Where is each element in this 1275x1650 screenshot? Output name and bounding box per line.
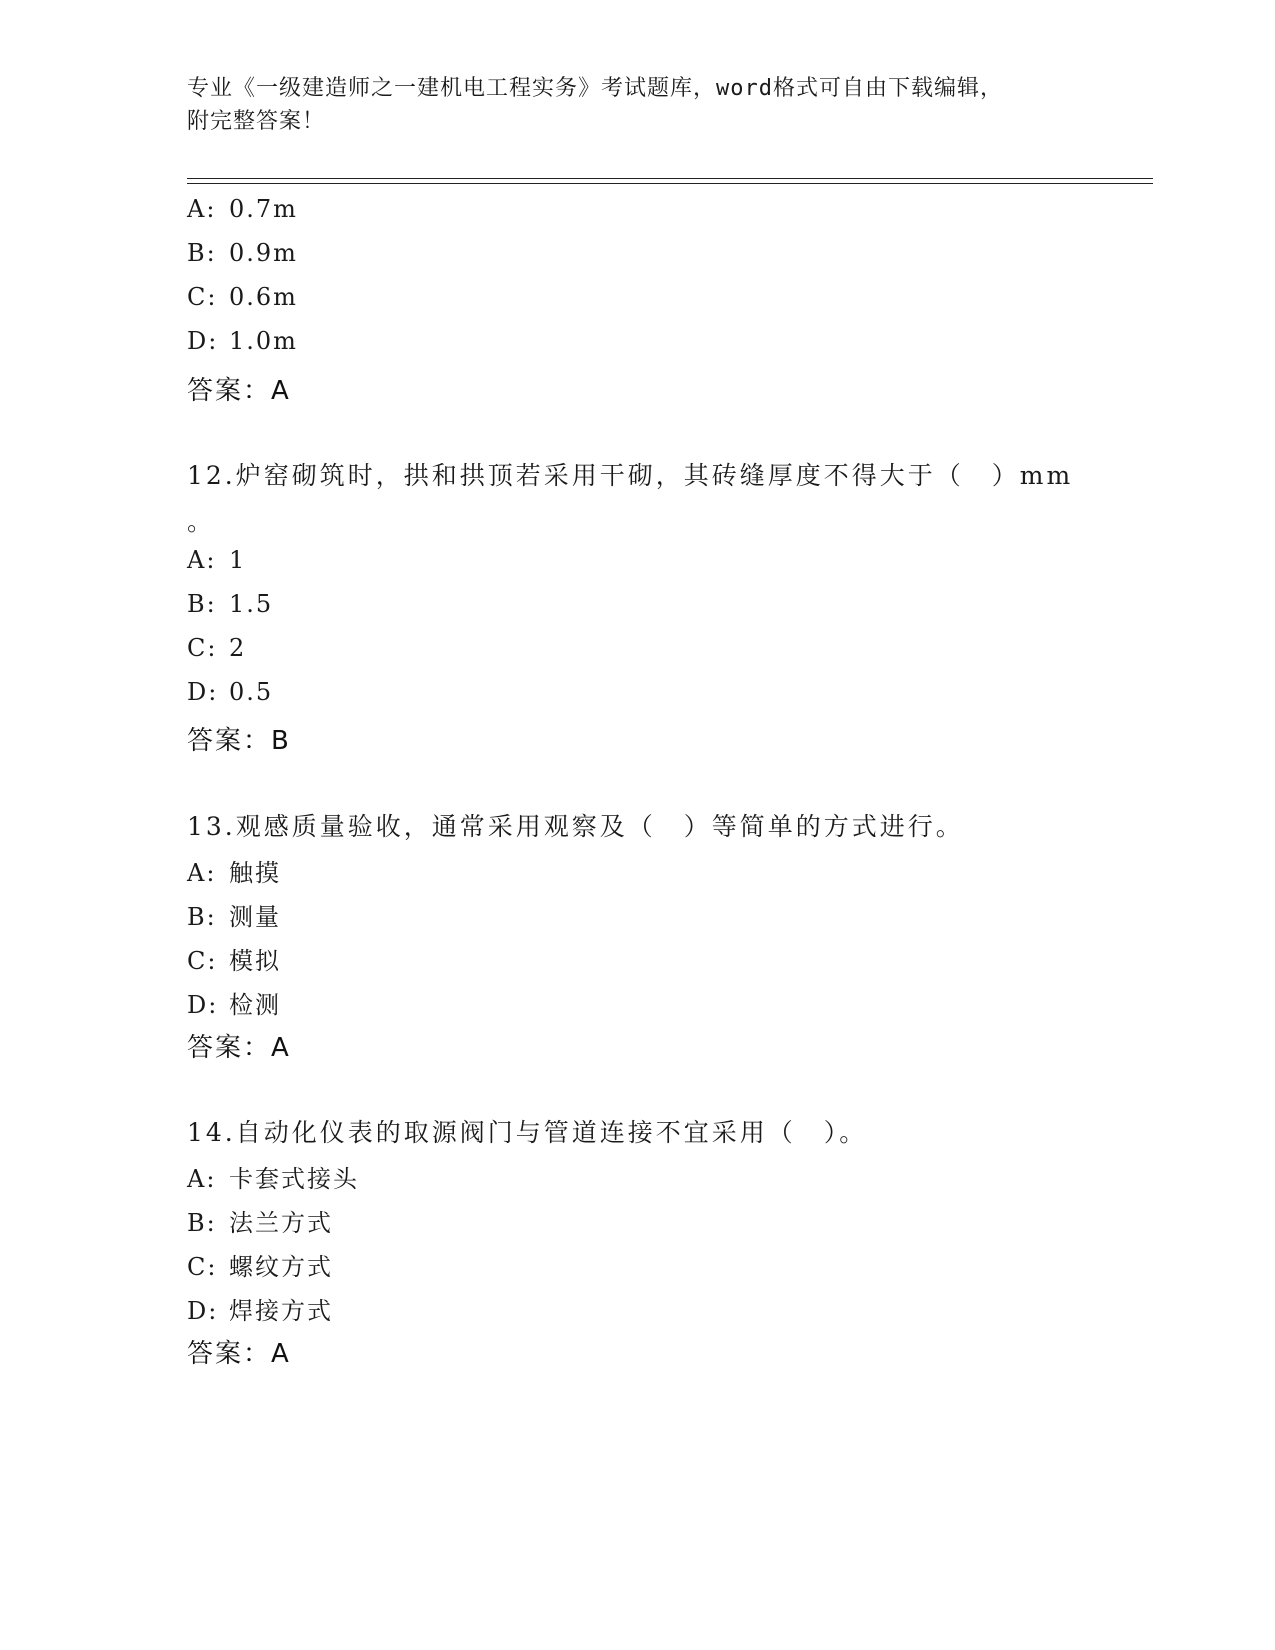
option-text: 卡套式接头	[229, 1165, 359, 1193]
option-letter: B:	[187, 1209, 217, 1237]
q11-option-b	[187, 239, 298, 267]
option-text: 0.6m	[229, 283, 298, 311]
option-letter: A:	[187, 195, 217, 223]
q11-option-a	[187, 195, 298, 223]
q13-option-d	[187, 985, 281, 1020]
q12-question: 12.炉窑砌筑时，拱和拱顶若采用干砌，其砖缝厚度不得大于（ ）mm	[187, 461, 1074, 490]
option-text: 1.5	[229, 590, 274, 618]
option-text: 触摸	[229, 859, 281, 887]
q14-option-d	[187, 1291, 333, 1326]
option-letter: C:	[187, 283, 218, 311]
option-text: 1	[229, 546, 247, 574]
option-letter: B:	[187, 239, 217, 267]
header-divider-bottom	[187, 183, 1153, 184]
q13-option-c	[187, 941, 281, 976]
option-text: 1.0m	[229, 327, 298, 355]
option-letter: B:	[187, 903, 217, 931]
header-line-1: 专业《一级建造师之一建机电工程实务》考试题库，word格式可自由下载编辑，	[187, 76, 1003, 101]
option-text: 2	[229, 634, 247, 662]
option-letter: C:	[187, 634, 218, 662]
option-text: 模拟	[229, 947, 281, 975]
option-letter: D:	[187, 327, 219, 355]
option-letter: C:	[187, 1253, 218, 1281]
option-letter: A:	[187, 859, 217, 887]
q14-option-c	[187, 1247, 333, 1282]
q14-question: 14.自动化仪表的取源阀门与管道连接不宜采用（ ）。	[187, 1118, 868, 1147]
q13-option-b	[187, 897, 281, 932]
q14-option-b	[187, 1203, 333, 1238]
option-letter: A:	[187, 546, 217, 574]
q12-answer: 答案：B	[187, 726, 291, 756]
q12-option-b	[187, 590, 273, 618]
q11-option-d	[187, 327, 298, 355]
option-letter: D:	[187, 678, 219, 706]
option-letter: D:	[187, 1297, 219, 1325]
q14-option-a	[187, 1159, 359, 1194]
q13-question: 13.观感质量验收，通常采用观察及（ ）等简单的方式进行。	[187, 812, 964, 841]
option-letter: B:	[187, 590, 217, 618]
option-letter: D:	[187, 991, 219, 1019]
document-header	[187, 72, 1087, 138]
q11-option-c	[187, 283, 298, 311]
q13-option-a	[187, 853, 281, 888]
option-text: 0.5	[229, 678, 274, 706]
option-text: 螺纹方式	[229, 1253, 333, 1281]
header-divider-top	[187, 178, 1153, 179]
q12-option-a	[187, 546, 246, 574]
q12-option-d	[187, 678, 273, 706]
option-text: 焊接方式	[229, 1297, 333, 1325]
header-line-2: 附完整答案！	[187, 109, 326, 134]
q12-option-c	[187, 634, 246, 662]
option-text: 0.9m	[229, 239, 298, 267]
q12-question-continuation: 。	[187, 507, 216, 536]
q14-answer: 答案：A	[187, 1339, 291, 1369]
option-letter: C:	[187, 947, 218, 975]
option-text: 测量	[229, 903, 281, 931]
q11-answer: 答案：A	[187, 376, 291, 406]
option-text: 0.7m	[229, 195, 298, 223]
option-letter: A:	[187, 1165, 217, 1193]
option-text: 检测	[229, 991, 281, 1019]
option-text: 法兰方式	[229, 1209, 333, 1237]
q13-answer: 答案：A	[187, 1033, 291, 1063]
